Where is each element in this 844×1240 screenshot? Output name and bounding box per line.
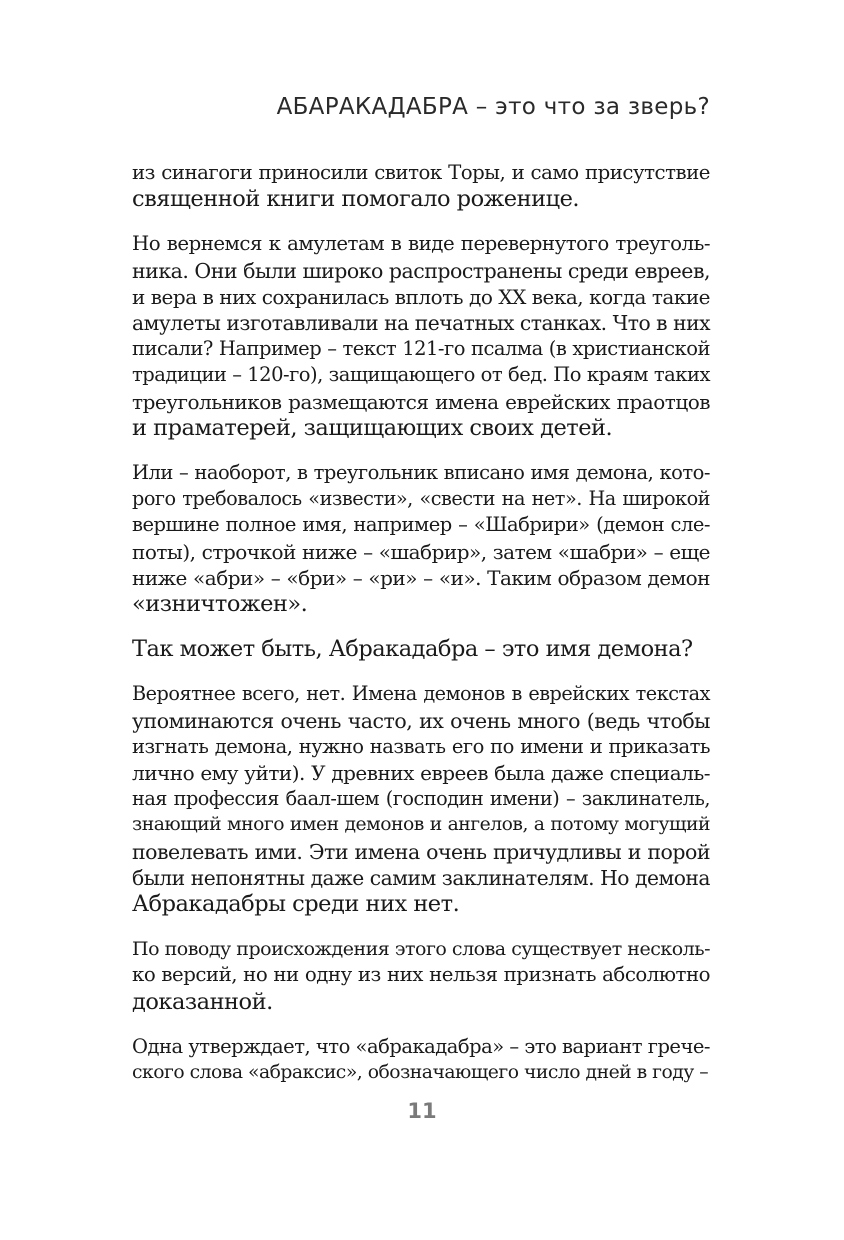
- text-line: знающий много имен демонов и ангелов, а потому могущий: [132, 814, 710, 836]
- paragraph: [132, 681, 710, 917]
- text-line: ника. Они были широко распространены среди евреев,: [132, 258, 710, 283]
- text-line: поты), строчкой ниже – «шабрир», затем «шабри» – еще: [132, 539, 710, 564]
- paragraph: [132, 936, 710, 1015]
- text-line: упоминаются очень часто, их очень много (ведь чтобы: [132, 708, 710, 733]
- body-text: [132, 160, 710, 1105]
- paragraph: [132, 636, 710, 662]
- text-line: ная профессия баал-шем (господин имени) – заклинатель,: [132, 787, 710, 811]
- text-line: треугольников размещаются имена еврейских праотцов: [132, 389, 710, 414]
- text-line: лично ему уйти). У древних евреев была даже специаль-: [132, 761, 710, 786]
- text-line: амулеты изготавливали на печатных станках. Что в них: [132, 311, 710, 336]
- text-line: Но вернемся к амулетам в виде перевернутого треуголь-: [132, 232, 710, 256]
- text-line: из синагоги приносили свиток Торы, и само присутствие: [132, 161, 710, 184]
- text-line: были непонятны даже самим заклинателям. Но демона: [132, 865, 710, 890]
- text-line: Вероятнее всего, нет. Имена демонов в еврейских текстах: [132, 682, 710, 706]
- text-line: Так может быть, Абракадабра – это имя демона?: [132, 636, 693, 663]
- text-line: По поводу происхождения этого слова существует несколь-: [132, 938, 710, 961]
- page-number: 11: [407, 1099, 437, 1123]
- text-line: изгнать демона, нужно назвать его по имени и приказать: [132, 734, 710, 758]
- paragraph: [132, 160, 710, 212]
- text-line: «изничтожен».: [132, 591, 308, 618]
- text-line: и вера в них сохранилась вплоть до XX века, когда такие: [132, 284, 710, 309]
- text-line: повелевать ими. Эти имена очень причудливы и порой: [132, 839, 710, 864]
- text-line: ского слова «абраксис», обозначающего число дней в году –: [132, 1062, 709, 1084]
- text-line: Одна утверждает, что «абракадабра» – это вариант грече-: [132, 1034, 710, 1058]
- paragraph: [132, 1034, 710, 1086]
- text-line: доказанной.: [132, 988, 273, 1015]
- text-line: писали? Например – текст 121-го псалма (в христианской: [132, 337, 710, 361]
- text-line: вершине полное имя, например – «Шабрири» (демон сле-: [132, 513, 710, 537]
- text-line: рого требовалось «извести», «свести на нет». На широкой: [132, 487, 710, 511]
- text-line: Или – наоборот, в треугольник вписано имя демона, кото-: [132, 461, 710, 485]
- text-line: ниже «абри» – «бри» – «ри» – «и». Таким образом демон: [132, 565, 710, 590]
- paragraph: [132, 460, 710, 617]
- text-line: Абракадабры среди них нет.: [132, 891, 460, 918]
- running-title: АБАРАКАДАБРА – это что за зверь?: [276, 94, 710, 120]
- text-line: традиции – 120-го), защищающего от бед. По краям таких: [132, 363, 710, 387]
- text-line: и праматерей, защищающих своих детей.: [132, 414, 613, 441]
- text-line: священной книги помогало роженице.: [132, 186, 580, 213]
- paragraph: [132, 231, 710, 441]
- text-line: ко версий, но ни одну из них нельзя признать абсолютно: [132, 963, 710, 987]
